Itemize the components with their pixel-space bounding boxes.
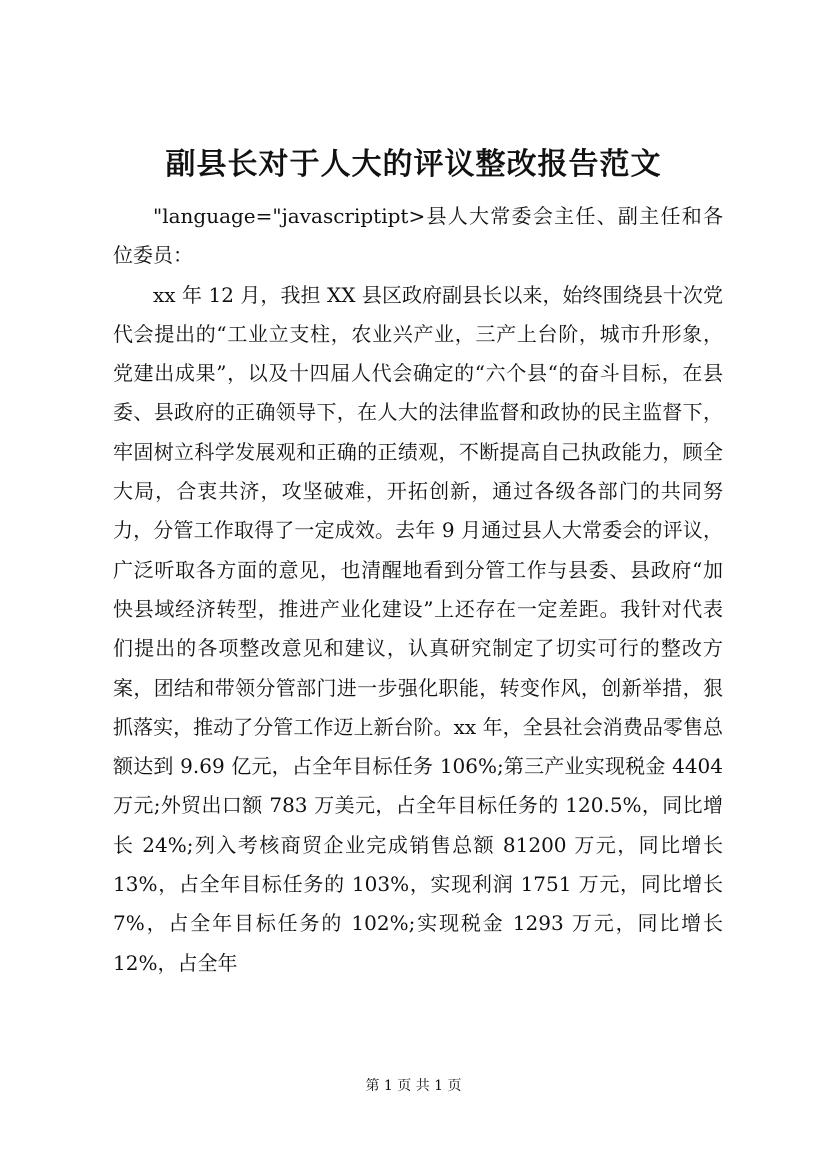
document-body <box>113 197 723 983</box>
document-title: 副县长对于人大的评议整改报告范文 <box>165 147 662 182</box>
page-footer: 第 1 页 共 1 页 <box>365 1078 462 1094</box>
paragraph-salutation: "language="javascriptipt>县人大常委会主任、副主任和各位委员： <box>113 204 723 268</box>
paragraph-main: xx 年 12 月，我担 XX 县区政府副县长以来，始终围绕县十次党代会提出的“工业立支柱，农业兴产业，三产上台阶，城市升形象，党建出成果”，以及十四届人代会确定的“六个县“的奋斗目标，在县委、县政府的正确领导下，在人大的法律监督和政协的民主监督下，牢固树立科学发展观和正确的正绩观，不断提高自己执政能力，顾全大局，合衷共济，攻坚破难，开拓创新，通过各级各部门的共同努力，分管工作取得了一定成效。去年 9 月通过县人大常委会的评议，广泛听取各方面的意见，也清醒地看到分管工作与县委、县政府“加快县域经济转型，推进产业化建设”上还存在一定差距。我针对代表们提出的各项整改意见和建议，认真研究制定了切实可行的整改方案，团结和带领分管部门进一步强化职能，转变作风，创新举措，狠抓落实，推动了分管工作迈上新台阶。xx 年，全县社会消费品零售总额达到 9.69 亿元，占全年目标任务 106%;第三产业实现税金 4404 万元;外贸出口额 783 万美元，占全年目标任务的 120.5%，同比增长 24%;列入考核商贸企业完成销售总额 81200 万元，同比增长 13%，占全年目标任务的 103%，实现利润 1751 万元，同比增长 7%，占全年目标任务的 102%;实现税金 1293 万元，同比增长 12%，占全年 <box>113 282 723 975</box>
